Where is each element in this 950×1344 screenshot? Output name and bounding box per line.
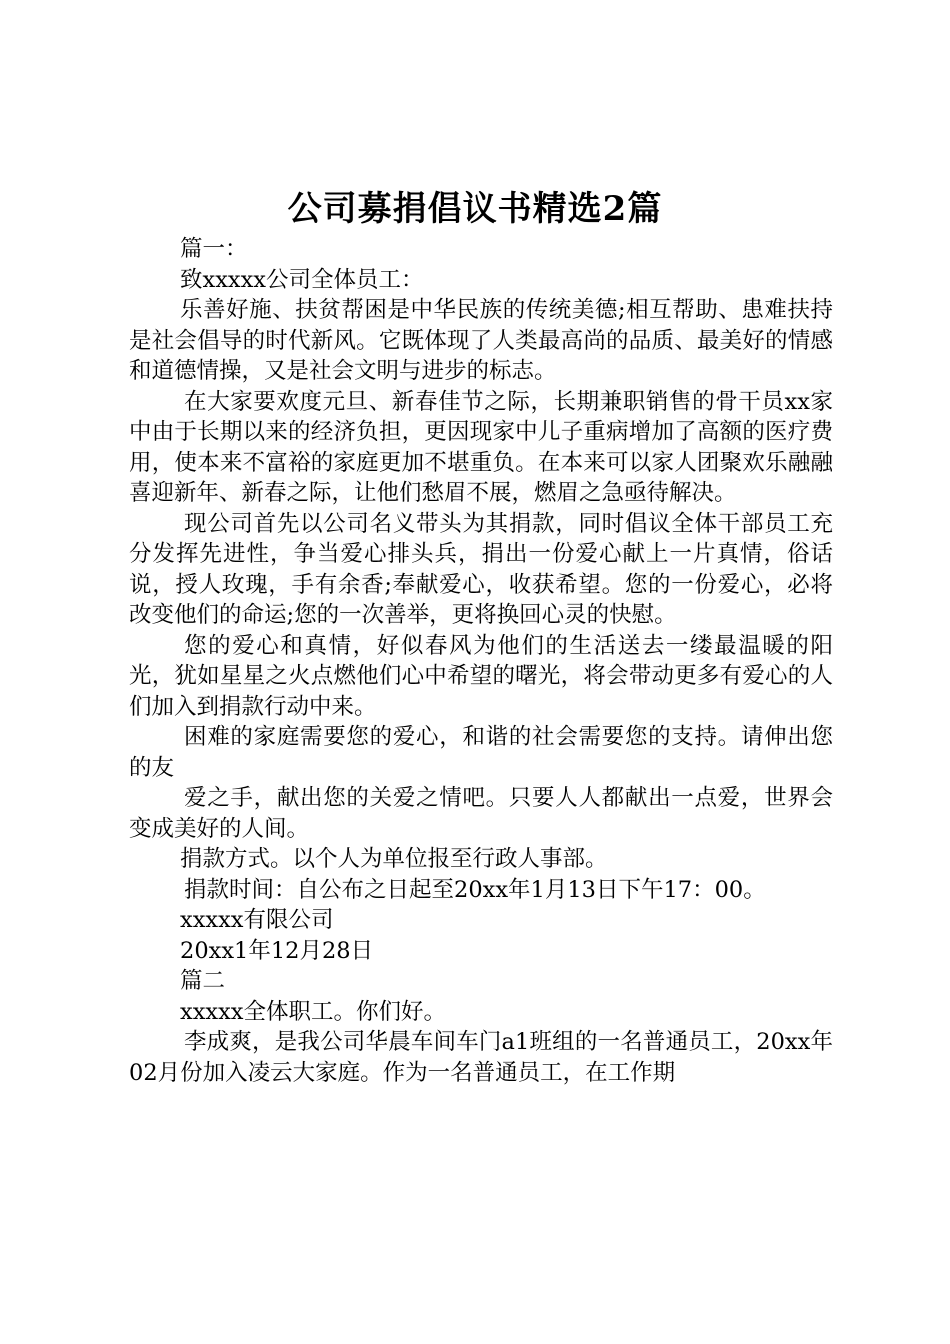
body-paragraph: 您的爱心和真情，好似春风为他们的生活送去一缕最温暖的阳光，犹如星星之火点燃他们心中希望的曙光，将会带动更多有爱心的人们加入到捐款行动中来。 xyxy=(129,632,833,720)
body-paragraph: 困难的家庭需要您的爱心，和谐的社会需要您的支持。请伸出您的友 xyxy=(129,724,833,781)
body-paragraph: 在大家要欢度元旦、新春佳节之际，长期兼职销售的骨干员xx家中由于长期以来的经济负担，更因现家中儿子重病增加了高额的医疗费用，使本来不富裕的家庭更加不堪重负。在本来可以家人团聚欢乐融融喜迎新年、新春之际，让他们愁眉不展，燃眉之急亟待解决。 xyxy=(129,388,833,506)
salutation-2: xxxxx全体职工。你们好。 xyxy=(180,998,446,1025)
body-paragraph: 爱之手，献出您的关爱之情吧。只要人人都献出一点爱，世界会变成美好的人间。 xyxy=(129,785,833,842)
signature-date: 20xx1年12月28日 xyxy=(180,937,374,964)
signature-company: xxxxx有限公司 xyxy=(180,907,334,933)
document-title: 公司募捐倡议书精选2篇 xyxy=(287,189,663,229)
body-paragraph: 李成爽，是我公司华晨车间车门a1班组的一名普通员工，20xx年02月份加入凌云大家庭。作为一名普通员工，在工作期 xyxy=(129,1029,833,1086)
section-heading-2: 篇二 xyxy=(180,968,226,994)
document-body xyxy=(129,234,833,1088)
salutation: 致xxxxx公司全体员工： xyxy=(180,266,424,293)
section-heading-1: 篇一： xyxy=(180,236,248,262)
body-paragraph: 现公司首先以公司名义带头为其捐款，同时倡议全体干部员工充分发挥先进性，争当爱心排头兵，捐出一份爱心献上一片真情，俗话说，授人玫瑰，手有余香;奉献爱心，收获希望。您的一份爱心，必将改变他们的命运;您的一次善举，更将换回心灵的快慰。 xyxy=(129,510,833,628)
donation-method: 捐款方式。以个人为单位报至行政人事部。 xyxy=(180,846,608,872)
donation-time: 捐款时间：自公布之日起至20xx年1月13日下午17：00。 xyxy=(184,876,766,903)
body-paragraph: 乐善好施、扶贫帮困是中华民族的传统美德;相互帮助、患难扶持是社会倡导的时代新风。它既体现了人类最高尚的品质、最美好的情感和道德情操，又是社会文明与进步的标志。 xyxy=(129,297,833,384)
